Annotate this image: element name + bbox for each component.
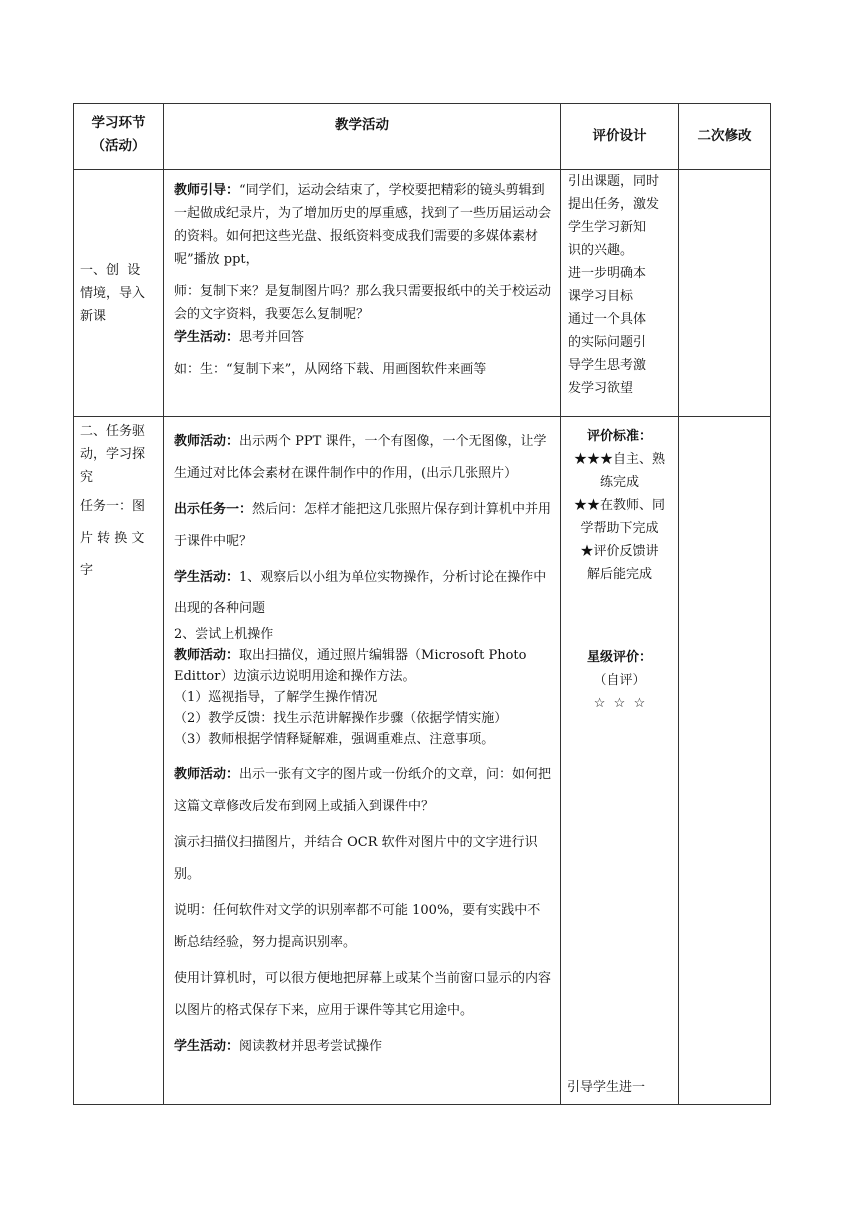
intro-eval-line: 发学习欲望 bbox=[568, 381, 634, 396]
task-stage-line6: 字 bbox=[80, 563, 94, 578]
header-stage bbox=[74, 104, 164, 170]
task-revision-cell bbox=[679, 417, 771, 1105]
header-revision: 二次修改 bbox=[679, 104, 771, 170]
task-student-activity-2-text: 阅读教材并思考尝试操作 bbox=[239, 1039, 383, 1054]
task-step-2: （2）教学反馈：找生示范讲解操作步骤（依据学情实施） bbox=[174, 711, 508, 726]
task-student-step-2: 2、尝试上机操作 bbox=[174, 627, 274, 642]
eval-standard-2a: ★★在教师、同 bbox=[573, 498, 665, 513]
intro-eval-line: 学生学习新知 bbox=[568, 220, 647, 235]
intro-teacher-guide bbox=[174, 179, 553, 271]
task-student-activity-1-text: 1、观察后以小组为单位实物操作，分析讨论在操作中出现的各种问题 bbox=[174, 570, 547, 616]
intro-stage-cell bbox=[74, 170, 164, 417]
task-step-3: （3）教师根据学情释疑解难，强调重难点、注意事项。 bbox=[174, 732, 495, 747]
task-teacher-activity-2 bbox=[174, 645, 553, 687]
task-teacher-activity-3-label: 教师活动： bbox=[174, 767, 240, 782]
intro-eval-line: 导学生思考激 bbox=[568, 358, 647, 373]
intro-eval-line: 课学习目标 bbox=[568, 289, 634, 304]
row-task bbox=[74, 417, 771, 1105]
task-stage-line3: 究 bbox=[80, 470, 94, 485]
task-teacher-activity-3-text: 出示一张有文字的图片或一份纸介的文章，问：如何把这篇文章修改后发布到网上或插入到课件中？ bbox=[174, 767, 552, 814]
task-stage-cell bbox=[74, 417, 164, 1105]
intro-stage-line2: 情境，导入 bbox=[80, 285, 146, 301]
task-teacher-activity-2-label: 教师活动： bbox=[174, 648, 240, 663]
task-student-activity-1-label: 学生活动： bbox=[174, 570, 240, 585]
task-assignment-1 bbox=[174, 494, 553, 558]
intro-eval-line: 引出课题，同时 bbox=[568, 174, 660, 189]
eval-standard-1a: ★★★自主、熟 bbox=[573, 452, 665, 467]
intro-eval-line: 识的兴趣。 bbox=[568, 243, 634, 258]
lesson-plan-table bbox=[73, 103, 771, 1105]
task-activity-cell bbox=[164, 417, 561, 1105]
intro-revision-cell bbox=[679, 170, 771, 417]
task-stage-line1: 二、任务驱 bbox=[80, 424, 146, 439]
intro-eval-line: 通过一个具体 bbox=[568, 312, 647, 327]
task-screen-capture: 使用计算机时，可以很方便地把屏幕上或某个当前窗口显示的内容以图片的格式保存下来，应用于课件等其它用途中。 bbox=[174, 971, 552, 1018]
intro-stage-line3: 新课 bbox=[80, 308, 107, 324]
intro-student-activity-text: 思考并回答 bbox=[239, 330, 305, 345]
intro-teacher-guide-text: “同学们，运动会结束了，学校要把精彩的镜头剪辑到一起做成纪录片，为了增加历史的厚重感，找到了一些历届运动会的资料。如何把这些光盘、报纸资料变成我们需要的多媒体素材呢”播放 ppt， bbox=[174, 183, 552, 267]
task-student-activity-2-label: 学生活动： bbox=[174, 1039, 240, 1054]
star-rating-title: 星级评价： bbox=[586, 650, 652, 665]
header-row bbox=[74, 104, 771, 170]
task-teacher-activity-1 bbox=[174, 426, 553, 490]
intro-activity-cell bbox=[164, 170, 561, 417]
task-note: 说明：任何软件对文学的识别率都不可能 100%，要有实践中不断总结经验，努力提高识别率。 bbox=[174, 903, 541, 950]
intro-student-activity bbox=[174, 326, 553, 349]
task-demo-ocr: 演示扫描仪扫描图片，并结合 OCR 软件对图片中的文字进行识别。 bbox=[174, 835, 538, 882]
intro-eval-line: 提出任务，激发 bbox=[568, 197, 660, 212]
intro-eval-line: 进一步明确本 bbox=[568, 266, 647, 281]
task-teacher-activity-1-text: 出示两个 PPT 课件，一个有图像，一个无图像，让学生通过对比体会素材在课件制作中的作用，(出示几张照片） bbox=[174, 434, 547, 481]
star-rating-self: （自评） bbox=[593, 673, 646, 688]
star-rating-marks: ☆ ☆ ☆ bbox=[593, 696, 646, 711]
header-stage-line2: （活动） bbox=[91, 138, 146, 154]
task-stage-line4: 任务一：图 bbox=[80, 499, 146, 514]
eval-standard-title: 评价标准： bbox=[586, 429, 652, 444]
task-stage-line2: 动，学习探 bbox=[80, 447, 146, 462]
intro-student-activity-label: 学生活动： bbox=[174, 330, 240, 345]
intro-eval-line: 的实际问题引 bbox=[568, 335, 647, 350]
intro-teacher-question: 师：复制下来？是复制图片吗？那么我只需要报纸中的关于校运动会的文字资料，我要怎么复制呢？ bbox=[174, 284, 552, 322]
eval-guide-text: 引导学生进一 bbox=[567, 1080, 646, 1095]
task-student-activity-1 bbox=[174, 562, 553, 624]
task-evaluation-cell bbox=[561, 417, 679, 1105]
header-stage-line1: 学习环节 bbox=[91, 115, 146, 131]
header-evaluation: 评价设计 bbox=[561, 104, 679, 170]
task-assignment-1-text: 然后问：怎样才能把这几张照片保存到计算机中并用于课件中呢？ bbox=[174, 502, 552, 549]
intro-teacher-guide-label: 教师引导： bbox=[174, 183, 240, 198]
header-activity: 教学活动 bbox=[164, 104, 561, 170]
eval-standard-2b: 学帮助下完成 bbox=[580, 521, 659, 536]
task-teacher-activity-2-text: 取出扫描仪，通过照片编辑器（Microsoft Photo Edittor）边演示边说明用途和操作方法。 bbox=[174, 648, 527, 684]
eval-standard-3a: ★评价反馈讲 bbox=[580, 544, 659, 559]
intro-stage-line1: 一、创 设 bbox=[80, 262, 141, 278]
task-step-1: （1）巡视指导，了解学生操作情况 bbox=[174, 690, 378, 705]
task-teacher-activity-1-label: 教师活动： bbox=[174, 434, 240, 449]
eval-standard-3b: 解后能完成 bbox=[586, 567, 652, 582]
intro-example: 如：生：“复制下来”，从网络下载、用画图软件来画等 bbox=[174, 362, 487, 377]
eval-standard-1b: 练完成 bbox=[599, 475, 639, 490]
task-teacher-activity-3 bbox=[174, 759, 553, 823]
row-intro bbox=[74, 170, 771, 417]
intro-evaluation-cell bbox=[561, 170, 679, 417]
task-stage-line5: 片 转 换 文 bbox=[80, 531, 145, 546]
task-student-activity-2 bbox=[174, 1031, 553, 1063]
task-assignment-1-label: 出示任务一： bbox=[174, 502, 253, 517]
